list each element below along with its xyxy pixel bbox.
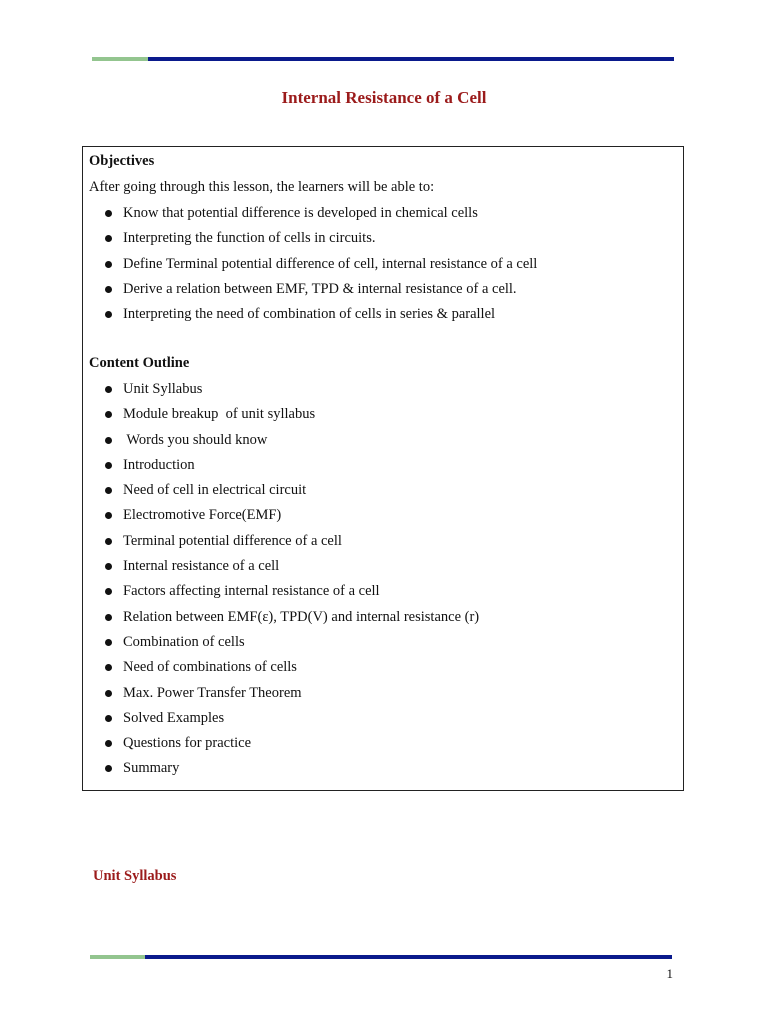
objective-item: Derive a relation between EMF, TPD & internal resistance of a cell. <box>105 279 537 304</box>
outline-item: Factors affecting internal resistance of a cell <box>105 581 479 606</box>
content-outline-list <box>105 379 479 784</box>
objectives-intro: After going through this lesson, the learners will be able to: <box>89 179 435 195</box>
outline-item: Questions for practice <box>105 733 479 758</box>
outline-item: Relation between EMF(ε), TPD(V) and internal resistance (r) <box>105 607 479 632</box>
outline-item: Need of combinations of cells <box>105 657 479 682</box>
objective-item: Interpreting the need of combination of cells in series & parallel <box>105 304 537 329</box>
objective-item: Interpreting the function of cells in circuits. <box>105 228 537 253</box>
outline-item: Summary <box>105 758 479 783</box>
outline-item: Electromotive Force(EMF) <box>105 505 479 530</box>
outline-item: Terminal potential difference of a cell <box>105 531 479 556</box>
outline-item: Need of cell in electrical circuit <box>105 480 479 505</box>
header-rule <box>92 57 674 61</box>
outline-item: Words you should know <box>105 430 479 455</box>
objectives-outline-box <box>82 146 684 791</box>
outline-item: Unit Syllabus <box>105 379 479 404</box>
outline-item: Solved Examples <box>105 708 479 733</box>
document-title: Internal Resistance of a Cell <box>281 88 487 107</box>
outline-item: Module breakup of unit syllabus <box>105 404 479 429</box>
objective-item: Define Terminal potential difference of cell, internal resistance of a cell <box>105 254 537 279</box>
outline-item: Combination of cells <box>105 632 479 657</box>
outline-item: Max. Power Transfer Theorem <box>105 683 479 708</box>
objectives-heading: Objectives <box>89 153 155 169</box>
page-number: 1 <box>666 966 673 981</box>
footer-rule <box>90 955 672 959</box>
footer-rule-blue-segment <box>145 955 672 959</box>
objectives-list <box>105 203 537 329</box>
header-rule-green-segment <box>92 57 148 61</box>
outline-item: Introduction <box>105 455 479 480</box>
outline-item: Internal resistance of a cell <box>105 556 479 581</box>
content-outline-heading: Content Outline <box>89 355 190 371</box>
objective-item: Know that potential difference is developed in chemical cells <box>105 203 537 228</box>
header-rule-blue-segment <box>148 57 674 61</box>
footer-rule-green-segment <box>90 955 145 959</box>
section-heading-unit-syllabus: Unit Syllabus <box>93 868 177 884</box>
